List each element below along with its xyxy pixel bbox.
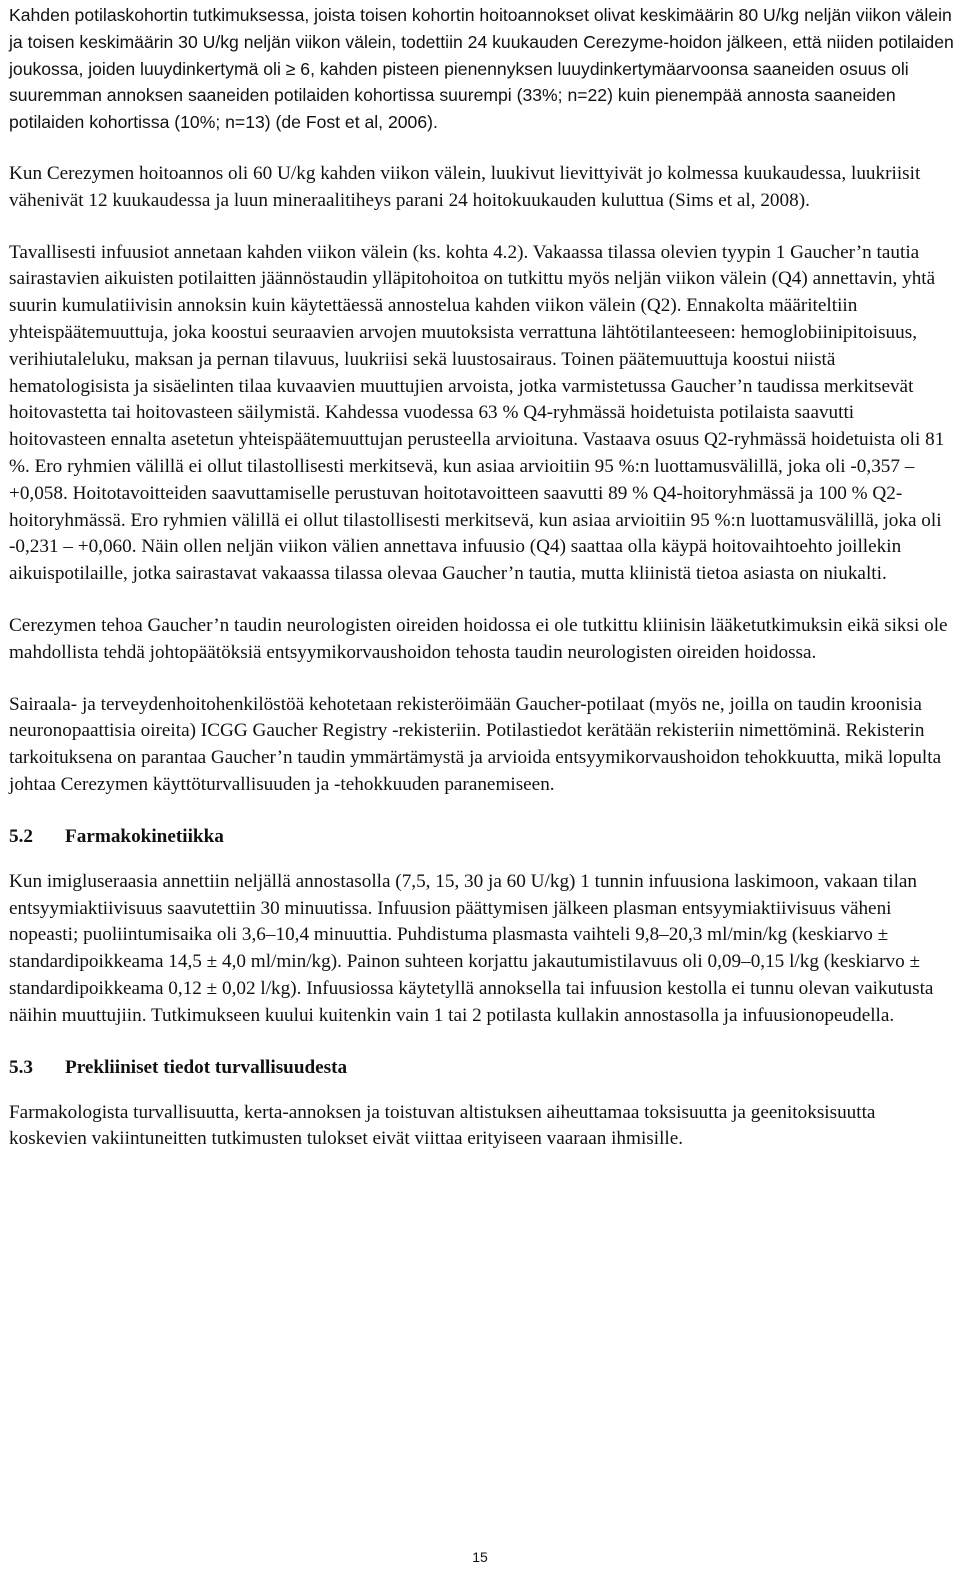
section-title: Farmakokinetiikka (65, 825, 224, 847)
page-number: 15 (472, 1549, 488, 1565)
paragraph-pharmacokinetics: Kun imigluseraasia annettiin neljällä annostasolla (7,5, 15, 30 ja 60 U/kg) 1 tunnin infuusiona laskimoon, vakaan tilan entsyymiaktiivisuus saavutettiin 30 minuutissa. Infuusion päättymisen jälkeen plasman entsyymiaktiivisuus väheni nopeasti; puoliintumisaika oli 3,6–10,4 minuuttia. Puhdistuma plasmasta vaihteli 9,8–20,3 ml/min/kg (keskiarvo ± standardipoikkeama 14,5 ± 4,0 ml/min/kg). Painon suhteen korjattu jakautumistilavuus oli 0,09–0,15 l/kg (keskiarvo ± standardipoikkeama 0,12 ± 0,02 l/kg). Infuusiossa käytetyllä annoksella tai infuusion kestolla ei tunnu olevan vaikutusta näihin muuttujiin. Tutkimukseen kuului kuitenkin vain 1 tai 2 potilasta kullakin annostasolla ja infuusionopeudella. (9, 870, 934, 1026)
section-heading-preclinical (9, 1055, 954, 1081)
paragraph-neurological: Cerezymen tehoa Gaucher’n taudin neurologisten oireiden hoidossa ei ole tutkittu kliinisin lääketutkimuksin eikä siksi ole mahdollista tehdä johtopäätöksiä entsyymikorvaushoidon tehosta taudin neurologisten oireiden hoidossa. (9, 614, 948, 663)
section-title: Prekliiniset tiedot turvallisuudesta (65, 1056, 348, 1078)
paragraph-bone-marrow-study: Kahden potilaskohortin tutkimuksessa, joista toisen kohortin hoitoannokset olivat keskimäärin 80 U/kg neljän viikon välein ja toisen keskimäärin 30 U/kg neljän viikon välein, todettiin 24 kuukauden Cerezyme-hoidon jälkeen, että niiden potilaiden joukossa, joiden luuydinkertymä oli ≥ 6, kahden pisteen pienennyksen luuydinkertymäarvoonsa saaneiden osuus oli suuremman annoksen saaneiden potilaiden kohortissa suurempi (33%; n=22) kuin pienempää annosta saaneiden potilaiden kohortissa (10%; n=13) (de Fost et al, 2006). (9, 5, 954, 133)
paragraph-registry: Sairaala- ja terveydenhoitohenkilöstöä kehotetaan rekisteröimään Gaucher-potilaat (myös ne, joilla on taudin kroonisia neuronopaattisia oireita) ICGG Gaucher Registry -rekisteriin. Potilastiedot kerätään rekisteriin nimettöminä. Rekisterin tarkoituksena on parantaa Gaucher’n taudin ymmärtämystä ja arvioida entsyymikorvaushoidon tehokkuutta, mikä lopulta johtaa Cerezymen käyttöturvallisuuden ja -tehokkuuden paranemiseen. (9, 693, 942, 795)
paragraph-preclinical: Farmakologista turvallisuutta, kerta-annoksen ja toistuvan altistuksen aiheuttamaa toksisuutta ja geenitoksisuutta koskevien vakiintuneitten tutkimusten tulokset eivät viittaa erityiseen vaaraan ihmisille. (9, 1101, 876, 1150)
section-number: 5.2 (9, 825, 33, 847)
paragraph-infusion-interval: Tavallisesti infuusiot annetaan kahden viikon välein (ks. kohta 4.2). Vakaassa tilassa olevien tyypin 1 Gaucher’n tautia sairastavien aikuisten potilaitten jäännöstaudin ylläpitohoitoa on tutkittu myös neljän viikon välein (Q4) annettavin, yhtä suurin kumulatiivisin annoksin kuin käytettäessä annostelua kahden viikon välein (Q2). Ennakolta määriteltiin yhteispäätemuuttuja, joka koostui seuraavien arvojen muutoksista verrattuna lähtötilanteeseen: hemoglobiinipitoisuus, verihiutaleluku, maksan ja pernan tilavuus, luukriisi sekä luustosairaus. Toinen päätemuuttuja koostui niistä hematologisista ja sisäelinten tilaa kuvaavien muuttujien arvoista, jotka varmistetussa Gaucher’n taudissa merkitsevät hoitovastetta tai hoitovasteen säilymistä. Kahdessa vuodessa 63 % Q4-ryhmässä hoidetuista potilaista saavutti hoitovasteen ennalta asetetun yhteispäätemuuttujan perusteella arvioituna. Vastaava osuus Q2-ryhmässä hoidetuista oli 81 %. Ero ryhmien välillä ei ollut tilastollisesti merkitsevä, kun asiaa arvioitiin 95 %:n luottamusvälillä, joka oli -0,357 – +0,058. Hoitotavoitteiden saavuttamiselle perustuvan hoitotavoitteen saavutti 89 % Q4-hoitoryhmässä ja 100 % Q2-hoitoryhmässä. Ero ryhmien välillä ei ollut tilastollisesti merkitsevä, kun asiaa arvioitiin 95 %:n luottamusvälillä, joka oli -0,231 – +0,060. Näin ollen neljän viikon välien annettava infuusio (Q4) saattaa olla käypä hoitovaihtoehto joillekin aikuispotilaille, jotka sairastavat vakaassa tilassa olevaa Gaucher’n tautia, mutta kliinistä tietoa asiasta on niukalti. (9, 241, 945, 585)
section-number: 5.3 (9, 1056, 33, 1078)
section-heading-pharmacokinetics (9, 824, 954, 850)
paragraph-bone-pain-study: Kun Cerezymen hoitoannos oli 60 U/kg kahden viikon välein, luukivut lievittyivät jo kolmessa kuukaudessa, luukriisit vähenivät 12 kuukaudessa ja luun mineraalitiheys parani 24 hoitokuukauden kuluttua (Sims et al, 2008). (9, 162, 921, 211)
